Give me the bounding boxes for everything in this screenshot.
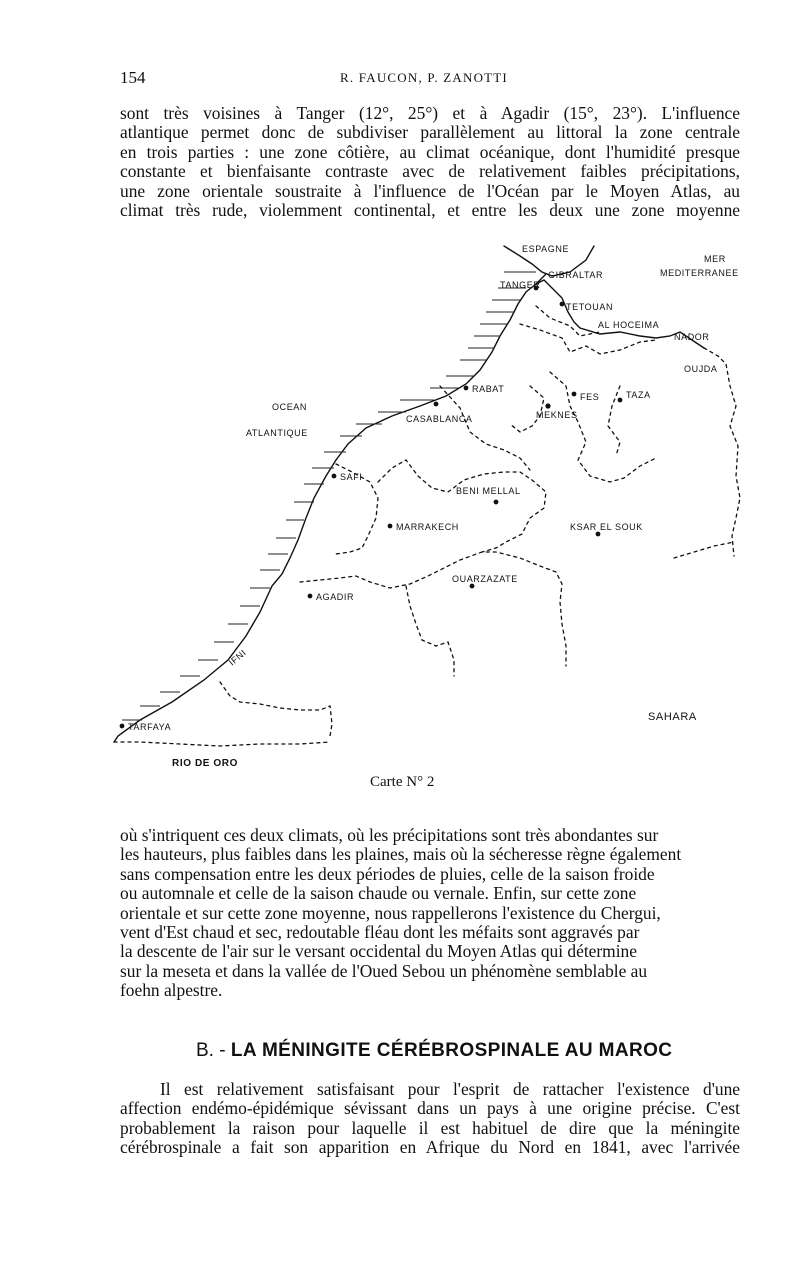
label-ksar-el-souk: KSAR EL SOUK: [570, 522, 643, 532]
text-line: une zone orientale soustraite à l'influence de l'Océan par le Moyen Atlas, au: [120, 180, 740, 201]
label-beni-mellal: BENI MELLAL: [456, 486, 521, 496]
ksar-el-souk-marker: [596, 532, 601, 537]
text-line: climat très rude, violemment continental, et entre les deux une zone moyenne: [120, 200, 740, 221]
casablanca-marker: [434, 402, 439, 407]
border-ouarzazate: [406, 586, 454, 676]
ouarzazate-marker: [470, 584, 475, 589]
morocco-map: [100, 236, 760, 776]
section-heading: [196, 1040, 672, 1062]
label-rabat: RABAT: [472, 384, 505, 394]
text-line: constante et bienfaisante contraste avec de relativement faibles précipitations,: [120, 161, 740, 182]
text-line: cérébrospinale a fait son apparition en Afrique du Nord en 1841, avec l'arrivée: [120, 1137, 740, 1158]
safi-marker: [332, 474, 337, 479]
label-atlantique: ATLANTIQUE: [246, 428, 308, 438]
label-casablanca: CASABLANCA: [406, 414, 473, 424]
text-line: la descente de l'air sur le versant occidental du Moyen Atlas qui détermine: [120, 941, 637, 962]
label-ocean: OCEAN: [272, 402, 308, 412]
text-line: foehn alpestre.: [120, 980, 223, 1001]
label-tarfaya: TARFAYA: [128, 722, 172, 732]
label-ouarzazate: OUARZAZATE: [452, 574, 518, 584]
label-tanger: TANGER: [500, 280, 541, 290]
border-taza: [608, 386, 620, 456]
page-header: [120, 68, 740, 92]
label-al-hoceima: AL HOCEIMA: [598, 320, 660, 330]
tarfaya-marker: [120, 724, 125, 729]
text-line: sur la meseta et dans la vallée de l'Oued Sebou un phénomène semblable au: [120, 960, 648, 981]
text-line: sans compensation entre les deux périodes de pluies, celle de la saison froide: [120, 863, 655, 884]
label-mer: MER: [704, 254, 726, 264]
label-nador: NADOR: [674, 332, 710, 342]
border-rio-de-oro: [114, 742, 330, 746]
border-central: [378, 460, 546, 552]
paragraph-top: [120, 104, 740, 220]
label-oujda: OUJDA: [684, 364, 718, 374]
page-number: 154: [120, 68, 146, 87]
map-caption: Carte N° 2: [370, 774, 435, 790]
label-fes: FES: [580, 392, 600, 402]
meknes-marker: [545, 403, 550, 408]
border-fes-east: [550, 372, 656, 482]
sea-hatching: [122, 272, 536, 720]
label-taza: TAZA: [626, 390, 651, 400]
text-line: atlantique permet donc de subdiviser parallèlement au littoral la zone centrale: [120, 122, 740, 143]
border-meknes: [510, 386, 544, 432]
text-line: ou automnale et celle de la saison chaude ou vernale. Enfin, sur cette zone: [120, 883, 637, 904]
border-marrakech-south: [300, 552, 566, 666]
beni-mellal-marker: [494, 500, 499, 505]
label-mediterranee: MEDITERRANEE: [660, 268, 739, 278]
section-prefix: B. -: [196, 1040, 226, 1061]
marrakech-marker: [388, 524, 393, 529]
border-southeast: [674, 542, 734, 558]
text-line: en trois parties : une zone côtière, au climat océanique, dont l'humidité presque: [120, 141, 740, 162]
section-title: LA MÉNINGITE CÉRÉBROSPINALE AU MAROC: [230, 1040, 673, 1061]
text-line: où s'intriquent ces deux climats, où les précipitations sont très abondantes sur: [120, 825, 659, 845]
text-line: vent d'Est chaud et sec, redoutable fléau dont les méfaits sont aggravés par: [120, 922, 640, 943]
tetouan-marker: [560, 302, 565, 307]
city-markers: [120, 286, 623, 729]
agadir-marker: [308, 594, 313, 599]
text-line: Il est relativement satisfaisant pour l'esprit de rattacher l'existence d'une: [160, 1079, 740, 1099]
label-tetouan: TETOUAN: [566, 302, 614, 312]
text-line: sont très voisines à Tanger (12°, 25°) et à Agadir (15°, 23°). L'influence: [120, 103, 740, 123]
paragraph-bottom: [120, 1080, 740, 1158]
text-line: les hauteurs, plus faibles dans les plaines, mais où la sécheresse règne également: [120, 844, 682, 865]
label-rio-de-oro: RIO DE ORO: [172, 758, 239, 769]
label-espagne: ESPAGNE: [522, 244, 570, 254]
label-safi: SAFI: [340, 472, 363, 482]
paragraph-middle: [120, 826, 740, 1001]
border-ifni: [220, 682, 332, 736]
border-rabat-fes: [440, 386, 530, 470]
text-line: probablement la raison pour laquelle il est habituel de dire que la méningite: [120, 1117, 740, 1138]
label-sahara: SAHARA: [648, 711, 697, 723]
label-ifni: IFNI: [226, 647, 249, 668]
label-marrakech: MARRAKECH: [396, 522, 459, 532]
label-agadir: AGADIR: [316, 592, 355, 602]
text-line: orientale et sur cette zone moyenne, nous rappellerons l'existence du Chergui,: [120, 902, 661, 923]
label-gibraltar: GIBRALTAR: [548, 270, 604, 280]
running-head: R. FAUCON, P. ZANOTTI: [340, 70, 508, 85]
fes-marker: [572, 392, 577, 397]
taza-marker: [618, 398, 623, 403]
border-east-frontier: [704, 348, 740, 556]
label-meknes: MEKNES: [536, 410, 578, 420]
rabat-marker: [464, 386, 469, 391]
atlantic-coastline: [114, 284, 536, 742]
text-line: affection endémo-épidémique sévissant dans un pays à une origine précise. C'est: [120, 1098, 740, 1119]
map-figure: [100, 236, 760, 776]
